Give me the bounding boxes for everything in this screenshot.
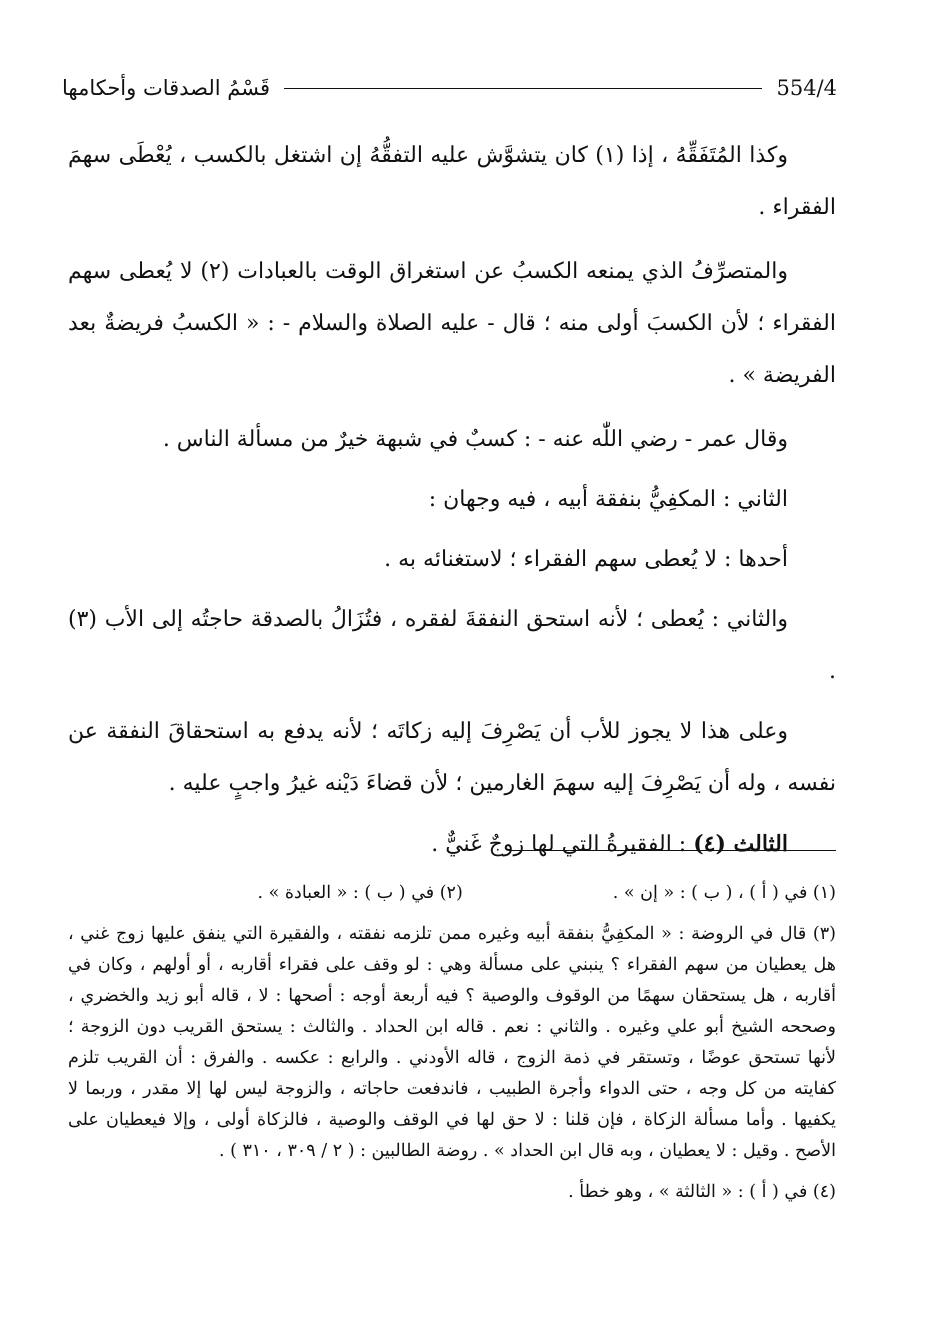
paragraph-5: أحدها : لا يُعطى سهم الفقراء ؛ لاستغنائه به . xyxy=(384,547,788,572)
paragraph-7: وعلى هذا لا يجوز للأب أن يَصْرِفَ إليه زكاتَه ؛ لأنه يدفع به استحقاقَ النفقة عن نفسه ، وله أن يَصْرِفَ إليه سهمَ الغارمين ؛ لأن قضاءَ دَيْنه غيرُ واجبٍ عليه . xyxy=(68,719,836,796)
header-rule xyxy=(284,88,762,89)
running-title: قَسْمُ الصدقات وأحكامها xyxy=(62,76,271,100)
footnote-row-1-2 xyxy=(68,878,836,909)
paragraph-2: والمتصرِّفُ الذي يمنعه الكسبُ عن استغراق الوقت بالعبادات (٢) لا يُعطى سهم الفقراء ؛ لأن الكسبَ أولى منه ؛ قال - عليه الصلاة والسلام - : « الكسبُ فريضةٌ بعد الفريضة » . xyxy=(68,259,836,388)
paragraph-8-text: : الفقيرةُ التي لها زوجٌ غَنيٌّ . xyxy=(431,832,694,857)
footnote-separator xyxy=(510,850,836,851)
footnotes xyxy=(68,878,836,1218)
page-number: 554/4 xyxy=(776,76,837,100)
page-header xyxy=(62,68,837,108)
paragraph-1: وكذا المُتَفَقِّهُ ، إذا (١) كان يتشوَّش عليه التفقُّهُ إن اشتغل بالكسب ، يُعْطَى سهمَ الفقراء . xyxy=(68,143,836,220)
main-text xyxy=(68,130,836,879)
paragraph-4: الثاني : المكفِيُّ بنفقة أبيه ، فيه وجهان : xyxy=(428,487,788,512)
footnote-3: (٣) قال في الروضة : « المكفِيُّ بنفقة أبيه وغيره ممن تلزمه نفقته ، والفقيرة التي ينفق عليها زوج غني ، هل يعطيان من سهم الفقراء ؟ ينبني على مسألة وهي : لو وقف على فقراء أقاربه ، أو أولهم ، وكان في أقاربه ، هل يستحقان سهمًا من الوقوف والوصية ؟ فيه أربعة أوجه : أصحها : لا ، قاله أبو زيد والخضري ، وصححه الشيخ أبو علي وغيره . والثاني : نعم . قاله ابن الحداد . والثالث : يستحق القريب دون الزوجة ؛ لأنها تستحق عوضًا ، وتستقر في ذمة الزوج ، قاله الأودني . والرابع : عكسه . والفرق : أن القريب تلزم كفايته من كل وجه ، حتى الدواء وأجرة الطبيب ، فاندفعت حاجاته ، والزوجة ليس لها إلا مقدر ، وربما لا يكفيها . وأما مسألة الزكاة ، فإن قلنا : لا حق لها في الوقف والوصية ، فالزكاة أولى ، وإلا فيعطيان على الأصح . وقيل : لا يعطيان ، وبه قال ابن الحداد » . روضة الطالبين : ( ٢ / ٣٠٩ ، ٣١٠ ) . xyxy=(68,924,836,1161)
paragraph-8 xyxy=(68,818,836,871)
footnote-1: (١) في ( أ ) ، ( ب ) : « إن » . xyxy=(612,883,836,903)
paragraph-6: والثاني : يُعطى ؛ لأنه استحق النفقةَ لفقره ، فتُزَالُ بالصدقة حاجتُه إلى الأب (٣) . xyxy=(68,607,836,684)
footnote-4: (٤) في ( أ ) : « الثالثة » ، وهو خطأ . xyxy=(568,1182,836,1202)
paragraph-3: وقال عمر - رضي اللّٰه عنه - : كسبٌ في شبهة خيرٌ من مسألة الناس . xyxy=(162,427,788,452)
footnote-2: (٢) في ( ب ) : « العبادة » . xyxy=(257,883,463,903)
section-heading-third: الثالث (٤) xyxy=(693,831,788,857)
